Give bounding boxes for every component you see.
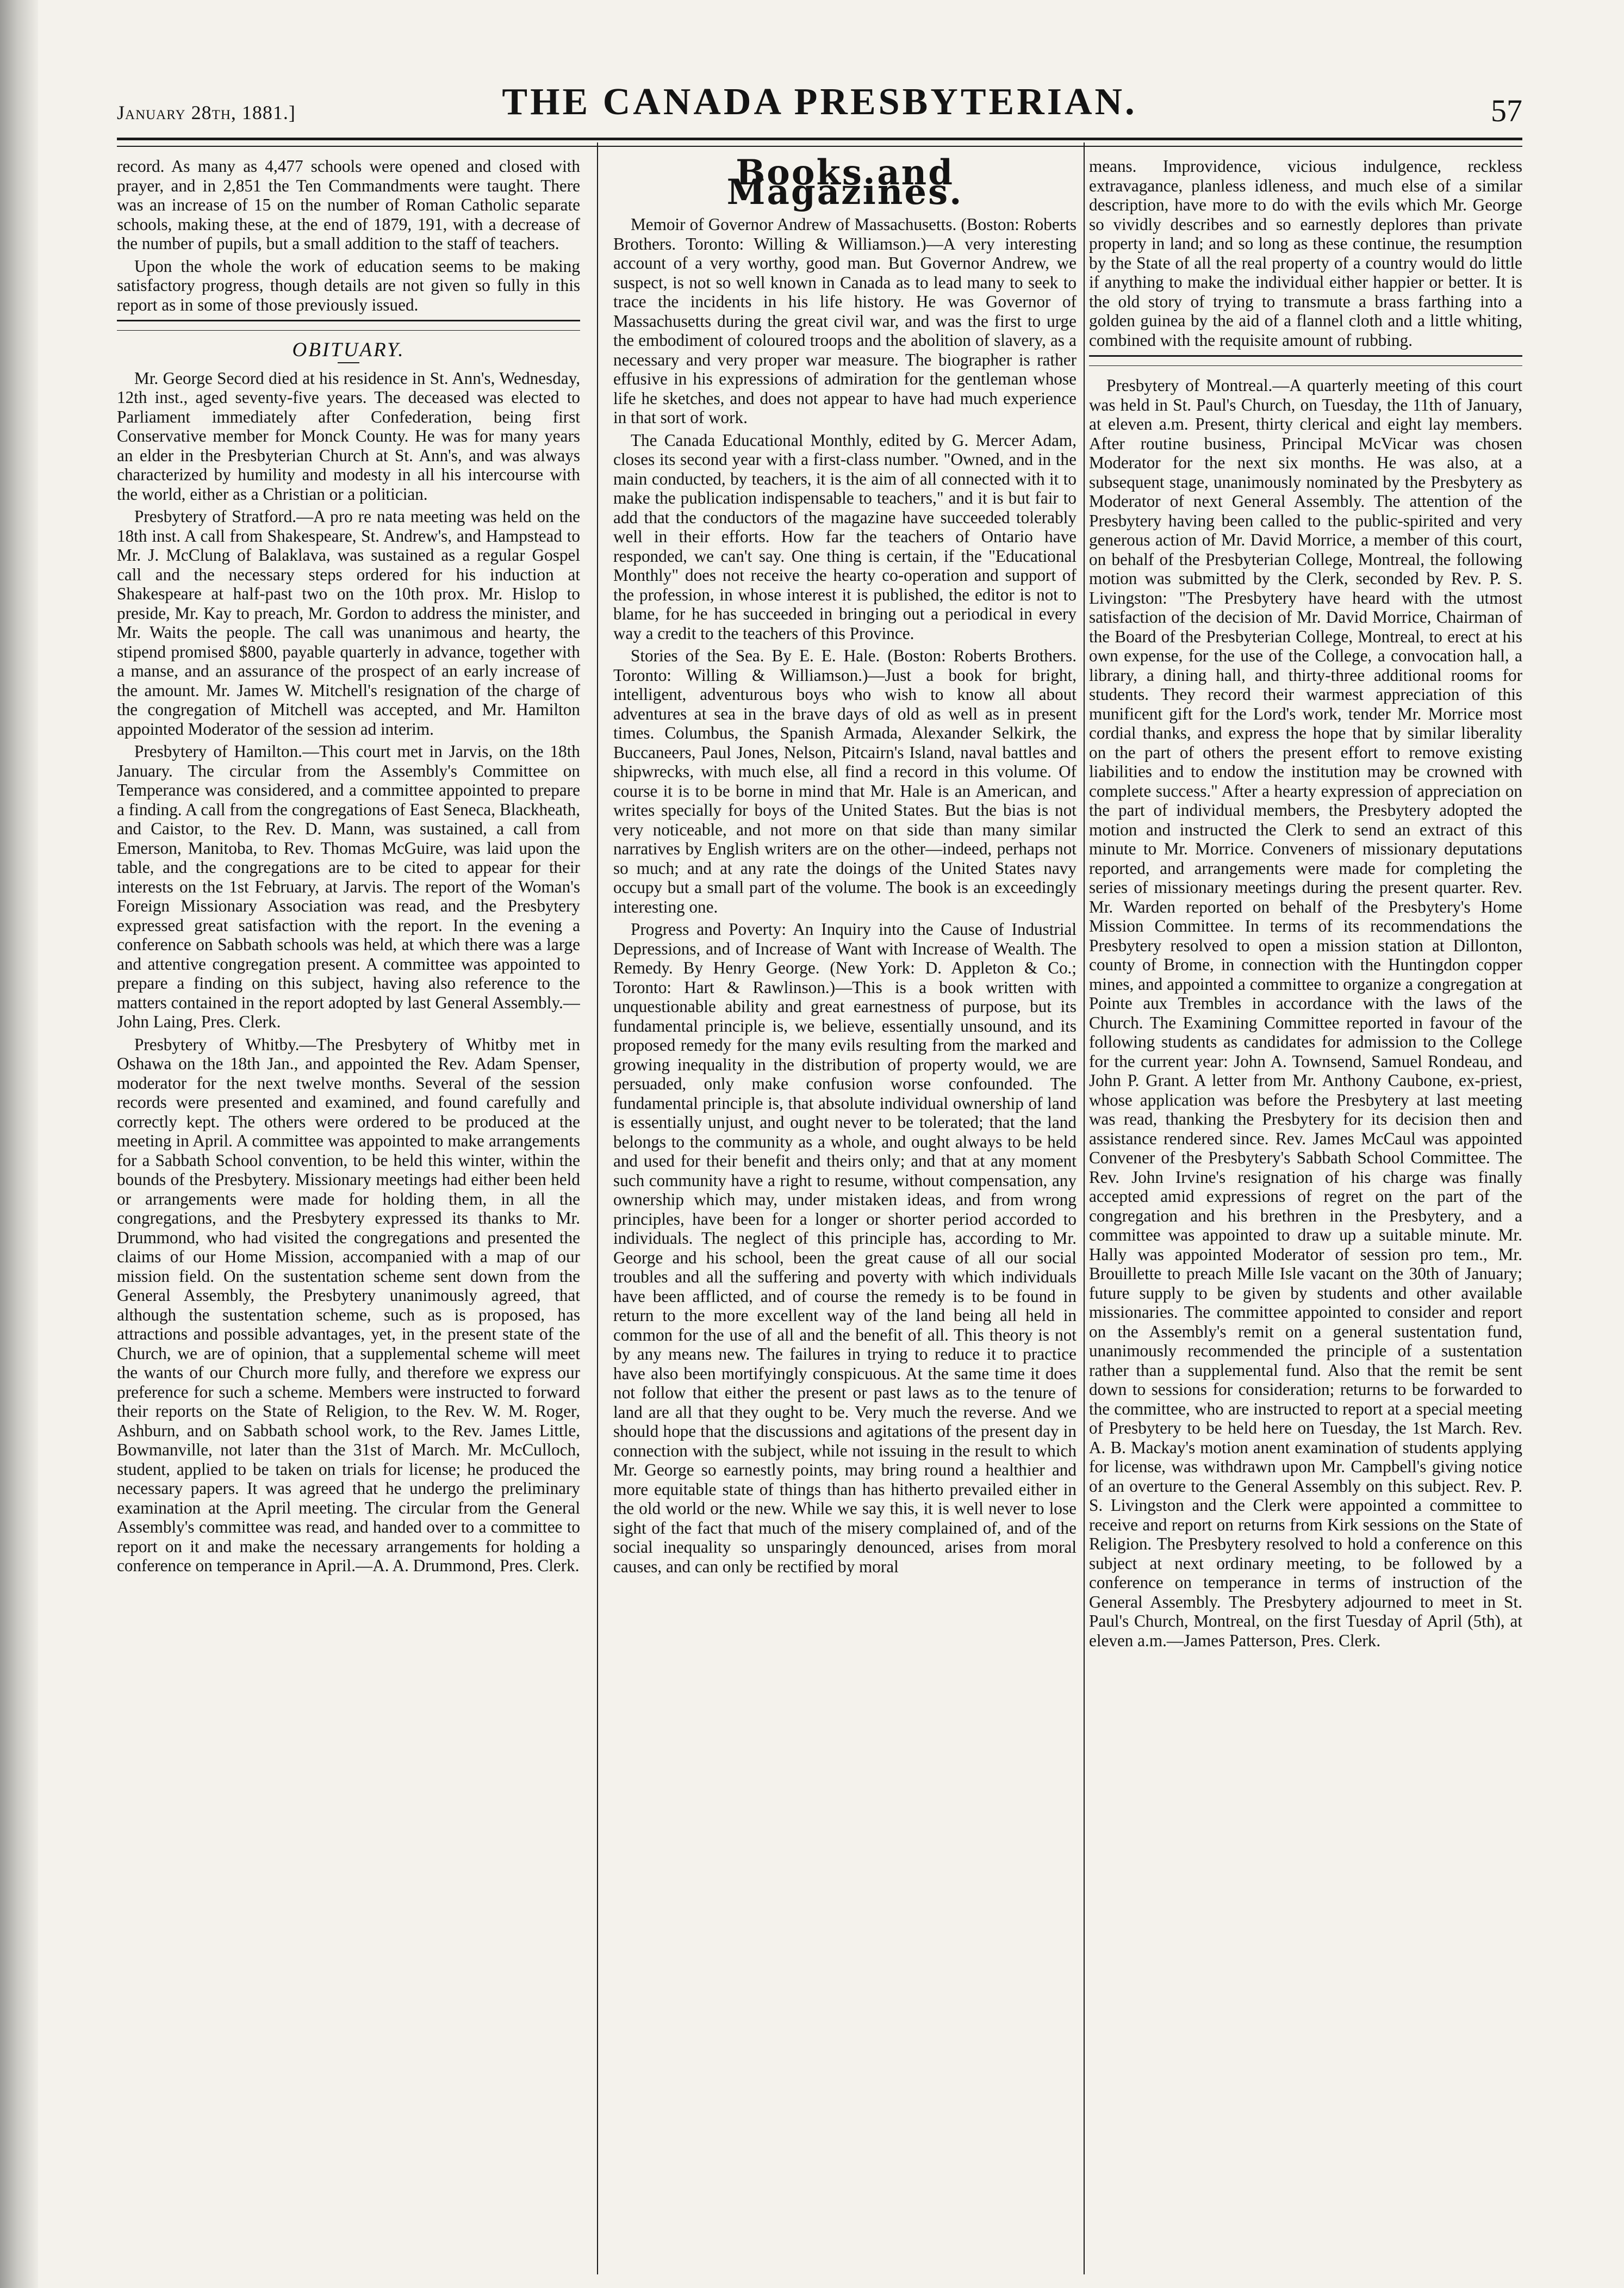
column-divider <box>1084 142 1085 2274</box>
presbytery-hamilton-report: Presbytery of Hamilton.—This court met in Jarvis, on the 18th January. The circular from the Assembly's Committee on Temperance was considered, and a committee appointed to prepare a finding. A call from the congregations of East Seneca, Blackheath, and Caistor, to the Rev. D. Mann, was sustained, a call from Emerson, Manitoba, to Rev. Thomas McGuire, was laid upon the table, and the congregations are to be cited to appear for their interests on the 1st February, at Jarvis. The report of the Woman's Foreign Missionary Association was read, and the Presbytery expressed great satisfaction with the report. In the evening a conference on Sabbath schools was held, at which there was a large and attentive congregation present. A committee was appointed to prepare a finding on this subject, having also reference to the matters contained in the report adopted by last General Assembly.—John Laing, Pres. Clerk. <box>117 742 580 1031</box>
review-stories-of-the-sea: Stories of the Sea. By E. E. Hale. (Boston: Roberts Brothers. Toronto: Willing & Williamson.)—Just a book for bright, intelligent, adventurous boys who wish to know all about adventures at sea in the brave days of old as well as in present times. Columbus, the Spanish Armada, Alexander Selkirk, the Buccaneers, Paul Jones, Nelson, Pitcairn's Island, naval battles and shipwrecks, with much else, all find a record in this volume. Of course it is to be borne in mind that Mr. Hale is an American, and writes specially for boys of the United States. But the bias is not very noticeable, and not more on that side than many similar narratives by English writers are on the other—indeed, perhaps not so much; and at any rate the doings of the United States navy occupy but a small part of the volume. The book is an exceedingly interesting one. <box>613 646 1077 916</box>
issue-date: January 28th, 1881.] <box>117 102 296 123</box>
masthead <box>117 80 1522 135</box>
masthead-rule <box>117 138 1522 147</box>
review-continuation: means. Improvidence, vicious indulgence, reckless extravagance, planless idleness, and much else of a similar description, have more to do with the evils which Mr. George so vividly describes and so earnestly deplores than private property in land; and so long as these continue, the resumption by the State of all the real property of a country would do little if anything to make the individual either happier or better. It is the old story of trying to transmute a brass farthing into a golden guinea by the aid of a flannel cloth and a little whiting, combined with the requisite amount of rubbing. <box>1089 157 1522 350</box>
section-separator <box>1089 355 1522 366</box>
column-1 <box>117 157 580 2272</box>
column-3 <box>1089 157 1522 2272</box>
page-binding-edge <box>0 0 38 2288</box>
heading-underline <box>338 362 359 363</box>
review-educational-monthly: The Canada Educational Monthly, edited by G. Mercer Adam, closes its second year with a first-class number. "Owned, and in the main conducted, by teachers, it is the aim of all connected with it to make the publication indispensable to teachers," and it is but fair to add that the conductors of the magazine have succeeded tolerably well in their efforts. How far the teachers of Ontario have responded, we can't say. One thing is certain, if the "Educational Monthly" does not receive the hearty co-operation and support of the profession, in whose interest it is published, the editor is not to blame, for he has succeeded in bringing out a periodical in every way a credit to the teachers of this Province. <box>613 430 1077 643</box>
books-and-magazines-heading: Books and Magazines. <box>726 157 963 213</box>
obituary-text: Mr. George Secord died at his residence in St. Ann's, Wednesday, 12th inst., aged seventy-five years. The deceased was elected to Parliament immediately after Confederation, being first Conservative member for Monck County. He was for many years an elder in the Presbyterian Church at St. Ann's, and was always characterized by humility and modesty in all his intercourse with the world, either as a Christian or a politician. <box>117 368 580 504</box>
presbytery-whitby-report: Presbytery of Whitby.—The Presbytery of Whitby met in Oshawa on the 18th Jan., and appointed the Rev. Adam Spenser, moderator for the next twelve months. Several of the session records were presented and examined, and found carefully and correctly kept. The others were ordered to be produced at the meeting in April. A committee was appointed to make arrangements for a Sabbath School convention, to be held this winter, within the bounds of the Presbytery. Missionary meetings had either been held or arrangements were made for holding them, in all the congregations, and the Presbytery expressed its thanks to Mr. Drummond, who had visited the congregations and presented the claims of our Home Mission, accompanied with a map of our mission field. On the sustentation scheme sent down from the General Assembly, the Presbytery unanimously agreed, that although the sustentation scheme, such as is proposed, has attractions and possible advantages, yet, in the present state of the Church, we are of opinion, that a supplemental scheme will meet the wants of our Church more fully, and therefore we express our preference for such a scheme. Members were instructed to forward their reports on the State of Religion, to the Rev. W. M. Roger, Ashburn, and on Sabbath school work, to the Rev. James Little, Bowmanville, not later than the 31st of March. Mr. McCulloch, student, applied to be taken on trials for license; he produced the necessary papers. It was agreed that he undergo the preliminary examination at the April meeting. The circular from the General Assembly's committee was read, and handed over to a committee to report on it and make the necessary arrangements for holding a conference on temperance in April.—A. A. Drummond, Pres. Clerk. <box>117 1034 580 1575</box>
article-paragraph: Upon the whole the work of education seems to be making satisfactory progress, though details are not given so fully in this report as in some of those previously issued. <box>117 256 580 314</box>
review-progress-and-poverty: Progress and Poverty: An Inquiry into the Cause of Industrial Depressions, and of Increase of Want with Increase of Wealth. The Remedy. By Henry George. (New York: D. Appleton & Co.; Toronto: Hart & Rawlinson.)—This is a book written with unquestionable ability and great earnestness of purpose, but its fundamental principle is, we believe, essentially unsound, and its proposed remedy for the many evils resulting from the marked and growing inequality in the distribution of property would, we are persuaded, only make confusion worse confounded. The fundamental principle is, that absolute individual ownership of land is essentially unjust, and ought never to be tolerated; that the land belongs to the community as a whole, and ought always to be held and used for their benefit and theirs only; and that at any moment such community have a right to resume, without compensation, any ownership which may, under mistaken ideas, and from wrong principles, have been for a longer or shorter period accorded to individuals. The neglect of this principle has, according to Mr. George and his school, been the great cause of all our social troubles and all the suffering and poverty with which individuals have been afflicted, and of course the remedy is to be found in return to the more excellent way of the land being all held in common for the use of all and the benefit of all. This theory is not by any means new. The failures in trying to reduce it to practice have also been mortifyingly conspicuous. At the same time it does not follow that either the present or past laws as to the tenure of land are all that they ought to be. Very much the reverse. And we should hope that the discussions and agitations of the present day in connection with the subject, while not issuing in the result to which Mr. George so earnestly points, may bring round a healthier and more equitable state of things than has hitherto prevailed either in the old world or the new. While we say this, it is well never to lose sight of the fact that much of the misery complained of, and of the social inequality so unsparingly denounced, arises from moral causes, and can only be rectified by moral <box>613 920 1077 1576</box>
presbytery-stratford-report: Presbytery of Stratford.—A pro re nata meeting was held on the 18th inst. A call from Shakespeare, St. Andrew's, and Hampstead to Mr. J. McClung of Balaklava, was sustained as a regular Gospel call and the necessary steps ordered for his induction at Shakespeare at half-past two on the 10th prox. Mr. Hislop to preside, Mr. Kay to preach, Mr. Gordon to address the minister, and Mr. Waits the people. The call was unanimous and hearty, the stipend promised $800, payable quarterly in advance, together with a manse, and an assurance of the prospect of an early increase of the amount. Mr. James W. Mitchell's resignation of the charge of the congregation of Mitchell was accepted, and Mr. Hamilton appointed Moderator of the session ad interim. <box>117 507 580 739</box>
review-governor-andrew: Memoir of Governor Andrew of Massachusetts. (Boston: Roberts Brothers. Toronto: Willing & Williamson.)—A very interesting account of a very worthy, good man. But Governor Andrew, we suspect, is not so well known in Canada as to lead many to seek to trace the incidents in his life history. He was Governor of Massachusetts during the great civil war, and was the first to urge the embodiment of coloured troops and the abolition of slavery, as a necessary and very proper war measure. The biographer is rather effusive in his expressions of admiration for the gentleman whose life he sketches, and does not appear to have had much experience in that sort of work. <box>613 215 1077 427</box>
column-divider <box>597 142 598 2274</box>
column-2 <box>613 157 1077 2272</box>
presbytery-montreal-report: Presbytery of Montreal.—A quarterly meeting of this court was held in St. Paul's Church, on Tuesday, the 11th of January, at eleven a.m. Present, thirty clerical and eight lay members. After routine business, Principal McVicar was chosen Moderator for the next six months. He was also, at a subsequent stage, unanimously nominated by the Presbytery as Moderator of next General Assembly. The attention of the Presbytery having been called to the public-spirited and very generous action of Mr. David Morrice, a member of this court, on behalf of the Presbyterian College, Montreal, the following motion was submitted by the Clerk, seconded by Rev. P. S. Livingston: "The Presbytery have heard with the utmost satisfaction of the decision of Mr. David Morrice, Chairman of the Board of the Presbyterian College, Montreal, to erect at his own expense, for the use of the College, a convocation hall, a library, a dining hall, and thirty-three additional rooms for students. They record their warmest appreciation of this munificent gift for the Lord's work, tender Mr. Morrice most cordial thanks, and express the hope that by similar liberality on the part of others the present effort to remove existing liabilities and to endow the institution may be crowned with complete success." After a hearty expression of appreciation on the part of individual members, the Presbytery adopted the motion and instructed the Clerk to send an extract of this minute to Mr. Morrice. Conveners of missionary deputations reported, and arrangements were made for completing the series of missionary meetings during the present quarter. Rev. Mr. Warden reported on behalf of the Presbytery's Home Mission Committee. In terms of its recommendations the Presbytery resolved to open a mission station at Dillonton, county of Brome, in connection with the Huntingdon copper mines, and appointed a committee to organize a congregation at Pointe aux Trembles in accordance with the laws of the Church. The Examining Committee reported in favour of the following students as candidates for admission to the College for the current year: John A. Townsend, Samuel Rondeau, and John P. Grant. A letter from Mr. Anthony Caubone, ex-priest, whose application was before the Presbytery at last meeting was read, thanking the Presbytery for its decision then and assistance rendered since. Rev. James McCaul was appointed Convener of the Presbytery's Sabbath School Committee. The Rev. John Irvine's resignation of his charge was finally accepted amid expressions of regret on the part of the congregation and his brethren in the Presbytery, and a committee was appointed to draw up a suitable minute. Mr. Hally was appointed Moderator of session pro tem., Mr. Brouillette to preach Mille Isle vacant on the 30th of January; future supply to be given by students and other available missionaries. The committee appointed to consider and report on the Assembly's remit on a general sustentation fund, unanimously recommended the principle of a sustentation rather than a supplemental fund. Also that the remit be sent down to sessions for consideration; returns to be forwarded to the committee, who are instructed to report at a special meeting of Presbytery to be held here on Tuesday, the 1st March. Rev. A. B. Mackay's motion anent examination of students applying for license, was withdrawn upon Mr. Campbell's giving notice of an overture to the General Assembly on this subject. Rev. P. S. Livingston and the Clerk were appointed a committee to receive and report on returns from Kirk sessions on the State of Religion. The Presbytery resolved to hold a conference on this subject at next ordinary meeting, to be followed by a conference on temperance in terms of instruction of the General Assembly. The Presbytery adjourned to meet in St. Paul's Church, Montreal, on the first Tuesday of April (5th), at eleven a.m.—James Patterson, Pres. Clerk. <box>1089 376 1522 1650</box>
page-number: 57 <box>1491 93 1522 128</box>
article-paragraph: record. As many as 4,477 schools were opened and closed with prayer, and in 2,851 the Ten Commandments were taught. There was an increase of 15 on the number of Roman Catholic separate schools, making these, at the end of 1879, 191, with a decrease of the number of pupils, but a small addition to the staff of teachers. <box>117 157 580 253</box>
newspaper-title: THE CANADA PRESBYTERIAN. <box>502 81 1137 123</box>
obituary-heading: OBITUARY. <box>292 339 405 361</box>
section-separator <box>117 320 580 331</box>
